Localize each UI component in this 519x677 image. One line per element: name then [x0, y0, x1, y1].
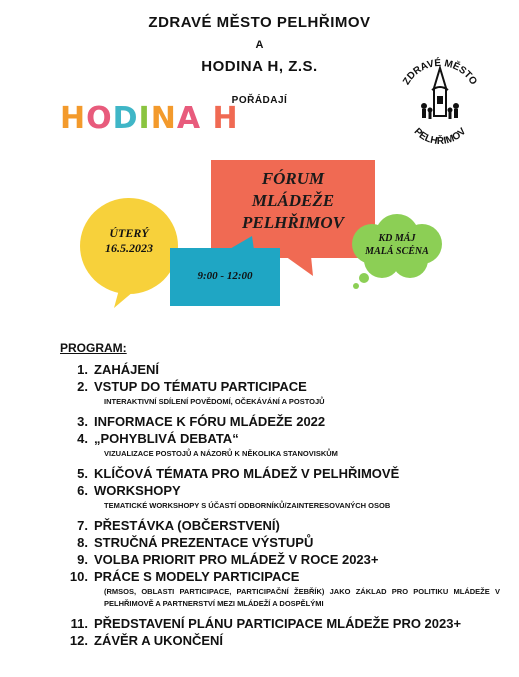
- organizer-city: ZDRAVÉ MĚSTO PELHŘIMOV: [148, 14, 371, 31]
- hodina-h-logo: [60, 101, 239, 136]
- program-item-label: VSTUP DO TÉMATU PARTICIPACE: [94, 379, 307, 394]
- organizer-association: HODINA H, Z.S.: [201, 58, 318, 75]
- event-time: 9:00 - 12:00: [197, 270, 253, 282]
- program-item: [60, 568, 510, 585]
- program-item: [60, 430, 510, 447]
- program-item-number: 3.: [77, 414, 88, 429]
- program-item-label: INFORMACE K FÓRU MLÁDEŽE 2022: [94, 414, 326, 429]
- logo-letter: H: [212, 101, 239, 136]
- program-item-label: VOLBA PRIORIT PRO MLÁDEŽ V ROCE 2023+: [94, 552, 379, 567]
- program-item: [60, 413, 510, 430]
- program-item-label: ZAHÁJENÍ: [94, 362, 160, 377]
- program-item-label: PŘEDSTAVENÍ PLÁNU PARTICIPACE MLÁDEŽE PRO 2023+: [94, 616, 462, 631]
- logo-letter: H: [60, 101, 87, 136]
- logo-letter: O: [86, 101, 113, 136]
- program-item: [60, 534, 510, 551]
- program-item: [60, 378, 510, 395]
- program-section: [60, 341, 510, 649]
- program-item: [60, 517, 510, 534]
- program-item-number: 8.: [77, 535, 88, 550]
- program-title: PROGRAM:: [60, 341, 127, 355]
- program-item: [60, 615, 510, 632]
- program-item-number: 6.: [77, 483, 88, 498]
- time-bubble-tail: [228, 236, 258, 252]
- logo-letter: I: [138, 101, 151, 136]
- program-item-number: 4.: [77, 431, 88, 446]
- program-item-number: 2.: [77, 379, 88, 394]
- svg-text:ZDRAVÉ MĚSTO: ZDRAVÉ MĚSTO: [401, 57, 479, 88]
- program-item-description: TEMATICKÉ WORKSHOPY S ÚČASTÍ ODBORNÍKŮ/ZAINTERESOVANÝCH OSOB: [104, 501, 391, 510]
- logo-letter: [201, 101, 212, 136]
- program-item: [60, 482, 510, 499]
- program-item-label: „POHYBLIVÁ DEBATA“: [94, 431, 239, 446]
- program-item-number: 10.: [69, 569, 88, 584]
- organize-verb: POŘÁDAJÍ: [231, 95, 288, 106]
- logo-letter: A: [176, 101, 202, 136]
- program-item-label: PŘESTÁVKA (OBČERSTVENÍ): [94, 518, 280, 533]
- program-item-label: STRUČNÁ PREZENTACE VÝSTUPŮ: [94, 535, 314, 550]
- program-item-description: VIZUALIZACE POSTOJŮ A NÁZORŮ K NĚKOLIKA STANOVISKŮM: [104, 449, 338, 458]
- conjunction: A: [255, 39, 264, 51]
- program-item-description: INTERAKTIVNÍ SDÍLENÍ POVĚDOMÍ, OČEKÁVÁNÍ A POSTOJŮ: [104, 397, 325, 406]
- program-item: [60, 361, 510, 378]
- program-item-number: 5.: [77, 466, 88, 481]
- forum-bubble-tail: [285, 256, 315, 278]
- event-date: ÚTERÝ 16.5.2023: [105, 226, 153, 255]
- program-item: [60, 551, 510, 568]
- program-item-number: 11.: [70, 616, 88, 631]
- program-item-number: 12.: [69, 633, 88, 648]
- program-item-description: (RMSOS, OBLASTI PARTICIPACE, PARTICIPAČNÍ ŽEBŘÍK) JAKO ZÁKLAD PRO POLITIKU MLÁDEŽE V PELHŘIMOVĚ A PARTNERSTVÍ MEZI MLÁDEŽÍ A DOSPĚLÝMI: [104, 587, 500, 608]
- event-venue: KD MÁJ MALÁ SCÉNA: [365, 233, 429, 257]
- program-item-number: 9.: [77, 552, 88, 567]
- program-item-label: ZÁVĚR A UKONČENÍ: [94, 633, 224, 648]
- logo-letter: N: [150, 101, 177, 136]
- program-item-label: KLÍČOVÁ TÉMATA PRO MLÁDEŽ V PELHŘIMOVĚ: [94, 466, 400, 481]
- program-list: [60, 361, 510, 649]
- zdrave-mesto-seal: [390, 50, 490, 150]
- program-item: [60, 465, 510, 482]
- program-item: [60, 632, 510, 649]
- svg-text:PELHŘIMOV: PELHŘIMOV: [411, 126, 469, 148]
- program-item-label: PRÁCE S MODELY PARTICIPACE: [94, 569, 300, 584]
- logo-letter: D: [112, 101, 139, 136]
- program-item-label: WORKSHOPY: [94, 483, 181, 498]
- program-item-number: 7.: [77, 518, 88, 533]
- forum-title: FÓRUM MLÁDEŽE PELHŘIMOV: [241, 169, 345, 232]
- date-bubble-tail: [112, 286, 142, 310]
- program-item-number: 1.: [77, 362, 88, 377]
